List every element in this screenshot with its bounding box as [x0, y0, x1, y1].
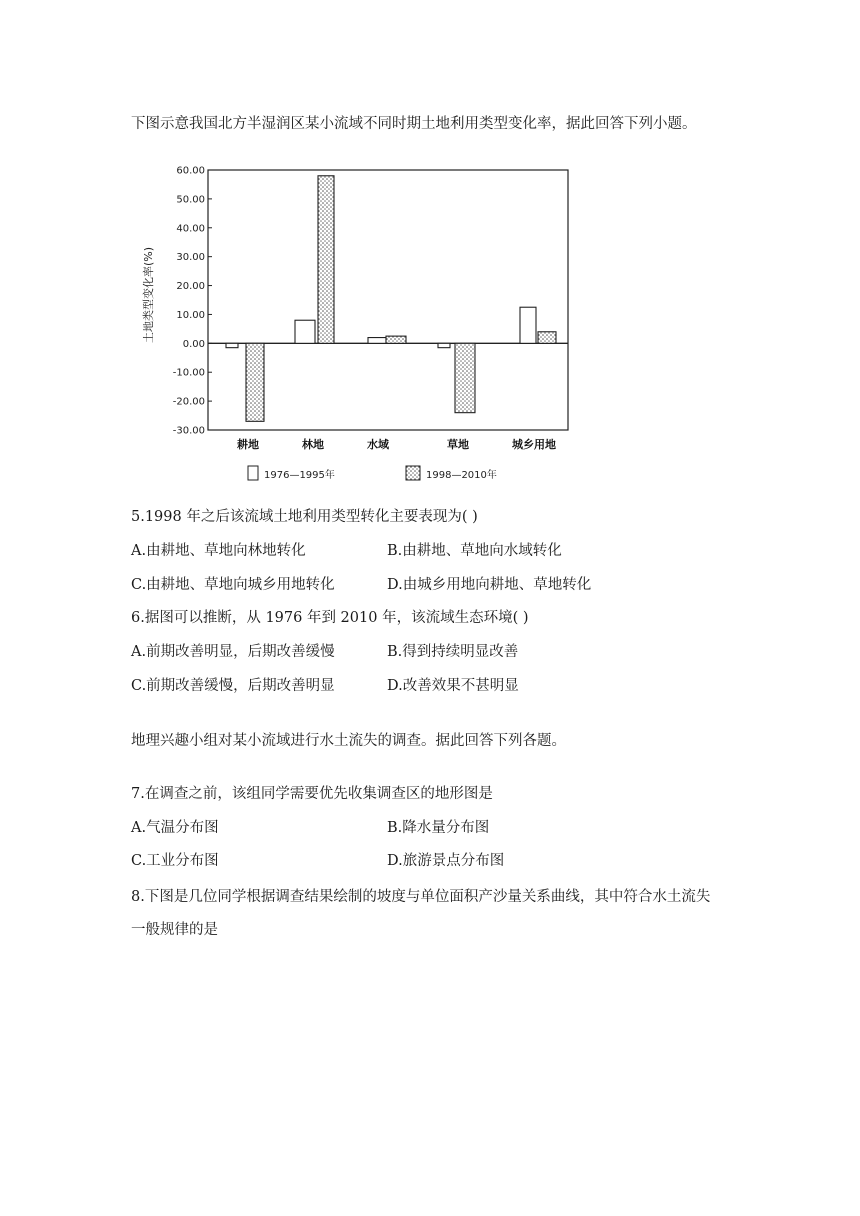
legend-label-2: 1998—2010年 — [426, 470, 497, 481]
legend-swatch-1 — [248, 466, 258, 480]
legend-label-1: 1976—1995年 — [264, 470, 335, 481]
q6-option-b[interactable]: B.得到持续明显改善 — [387, 644, 519, 660]
bar-2-4 — [455, 343, 475, 412]
question-5-stem: 5.1998 年之后该流域土地利用类型转化主要表现为( ) — [131, 509, 478, 525]
category-label: 草地 — [447, 438, 469, 451]
q6-option-d[interactable]: D.改善效果不甚明显 — [387, 678, 519, 694]
bar-1-1 — [226, 343, 238, 347]
bar-1-3 — [368, 338, 386, 344]
y-tick-label: -30.00 — [172, 425, 205, 437]
land-use-change-chart — [138, 158, 578, 488]
bar-2-1 — [246, 343, 264, 421]
intro-text-1: 下图示意我国北方半湿润区某小流域不同时期土地利用类型变化率，据此回答下列小题。 — [131, 116, 697, 132]
category-label: 水域 — [367, 438, 389, 451]
bar-2-5 — [538, 332, 556, 344]
bar-1-4 — [438, 343, 450, 347]
y-tick-label: 40.00 — [176, 223, 205, 235]
category-label: 城乡用地 — [512, 438, 556, 451]
q6-option-a[interactable]: A.前期改善明显，后期改善缓慢 — [131, 644, 335, 660]
bar-2-2 — [318, 176, 334, 344]
bar-1-2 — [295, 320, 315, 343]
q7-option-b[interactable]: B.降水量分布图 — [387, 820, 490, 836]
q5-option-b[interactable]: B.由耕地、草地向水域转化 — [387, 543, 562, 559]
q7-option-c[interactable]: C.工业分布图 — [131, 853, 219, 869]
y-tick-label: 20.00 — [176, 281, 205, 293]
question-7-stem: 7.在调查之前，该组同学需要优先收集调查区的地形图是 — [131, 786, 493, 802]
question-8-stem-line-1: 8.下图是几位同学根据调查结果绘制的坡度与单位面积产沙量关系曲线，其中符合水土流失 — [131, 889, 711, 905]
y-tick-label: 60.00 — [176, 165, 205, 177]
q5-option-a[interactable]: A.由耕地、草地向林地转化 — [131, 543, 306, 559]
y-axis-label: 土地类型变化率(%) — [142, 246, 155, 343]
q6-option-c[interactable]: C.前期改善缓慢，后期改善明显 — [131, 678, 335, 694]
question-6-stem: 6.据图可以推断，从 1976 年到 2010 年，该流域生态环境( ) — [131, 610, 529, 626]
bar-2-3 — [386, 336, 406, 343]
bar-1-5 — [520, 307, 536, 343]
q7-option-a[interactable]: A.气温分布图 — [131, 820, 219, 836]
y-tick-label: 50.00 — [176, 194, 205, 206]
y-tick-label: 0.00 — [182, 338, 205, 350]
legend — [248, 466, 497, 481]
category-label: 林地 — [302, 438, 324, 451]
y-tick-label: -20.00 — [172, 396, 205, 408]
y-tick-label: 10.00 — [176, 309, 205, 321]
y-tick-label: 30.00 — [176, 252, 205, 264]
q7-option-d[interactable]: D.旅游景点分布图 — [387, 853, 505, 869]
legend-swatch-2 — [406, 466, 420, 480]
q5-option-d[interactable]: D.由城乡用地向耕地、草地转化 — [387, 577, 592, 593]
category-label: 耕地 — [237, 438, 259, 451]
q5-option-c[interactable]: C.由耕地、草地向城乡用地转化 — [131, 577, 335, 593]
question-8-stem-line-2: 一般规律的是 — [131, 922, 218, 938]
y-tick-label: -10.00 — [172, 367, 205, 379]
intro-text-2: 地理兴趣小组对某小流域进行水土流失的调查。据此回答下列各题。 — [131, 733, 566, 749]
